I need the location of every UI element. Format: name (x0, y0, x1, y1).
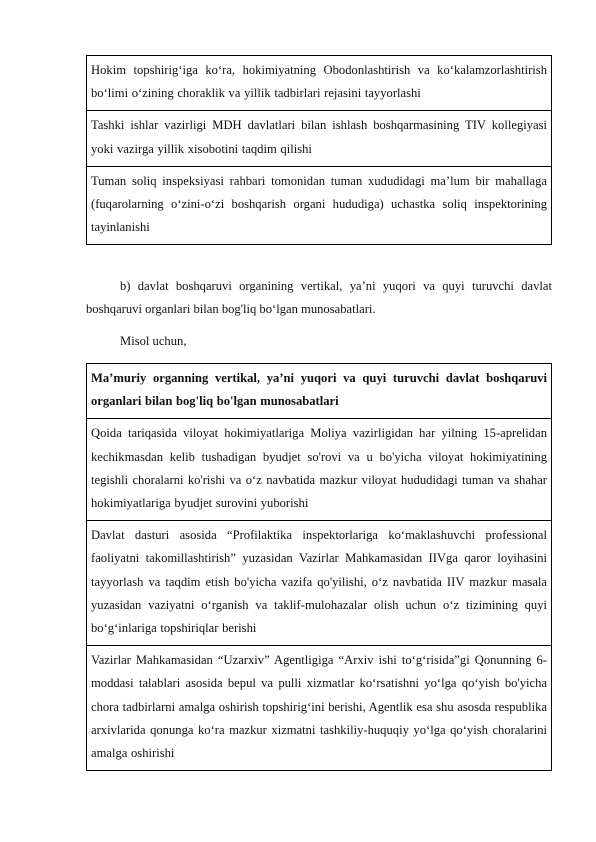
examples-table-horizontal (86, 55, 552, 245)
table-row (87, 521, 552, 646)
table-row (87, 56, 552, 111)
table-cell: Vazirlar Mahkamasidan “Uzarxiv” Agentligiga “Arxiv ishi to‘g‘risida”gi Qonunning 6-moddasi talablari asosida bepul va pulli xizmatlar ko‘rsatishni yo‘lga qo‘yish bo'yicha chora tadbirlarni amalga oshirish topshirig‘ini berishi, Agentlik esa shu asosda respublika arxivlarida qonunga ko‘ra mazkur xizmatni tashkiliy-huquqiy yo‘lga qo‘yish choralarini amalga oshirishi (87, 646, 552, 771)
examples-table-vertical (86, 363, 552, 771)
table-row (87, 646, 552, 771)
table-cell: Davlat dasturi asosida “Profilaktika inspektorlariga ko‘maklashuvchi professional faoliyatni takomillashtirish” yuzasidan Vazirlar Mahkamasidan IIVga qaror loyihasini tayyorlash va taqdim etish bo'yicha vazifa qo'yilishi, o‘z navbatida IIV mazkur masala yuzasidan vaziyatni o‘rganish va taklif-mulohazalar olish uchun o‘z tizimining quyi bo‘g‘inlariga topshiriqlar berishi (87, 521, 552, 646)
table-cell: Tuman soliq inspeksiyasi rahbari tomonidan tuman xududidagi ma’lum bir mahallaga (fuqarolarning o‘zini-o‘zi boshqarish organi hududiga) uchastka soliq inspektorining tayinlanishi (87, 166, 552, 245)
table-cell: Qoida tariqasida viloyat hokimiyatlariga Moliya vazirligidan har yilning 15-aprelidan kechikmasdan kelib tushadigan byudjet so'rovi va u bo'yicha viloyat hokimiyatining tegishli choralarni ko'rishi va o‘z navbatida mazkur viloyat hududidagi tuman va shahar hokimiyatlariga byudjet surovini yuborishi (87, 419, 552, 521)
table-row (87, 166, 552, 245)
paragraph-vertical-relations: b) davlat boshqaruvi organining vertikal, ya’ni yuqori va quyi turuvchi davlat boshqaruvi organlari bilan bog'liq bo‘lgan munosabatlari. (86, 279, 552, 317)
table-header-row (87, 364, 552, 419)
table-cell: Hokim topshirig‘iga ko‘ra, hokimiyatning Obodonlashtirish va ko‘kalamzorlashtirish bo‘limi o‘zining choraklik va yillik tadbirlari rejasini tayyorlashi (87, 56, 552, 111)
table-cell: Tashki ishlar vazirligi MDH davlatlari bilan ishlash boshqarmasining TIV kollegiyasi yoki vazirga yillik xisobotini taqdim qilishi (87, 111, 552, 166)
table-header-cell: Ma’muriy organning vertikal, ya’ni yuqori va quyi turuvchi davlat boshqaruvi organlari bilan bog'liq bo'lgan munosabatlari (87, 364, 552, 419)
table-row (87, 419, 552, 521)
table-row (87, 111, 552, 166)
paragraph-example-intro: Misol uchun, (120, 334, 187, 348)
